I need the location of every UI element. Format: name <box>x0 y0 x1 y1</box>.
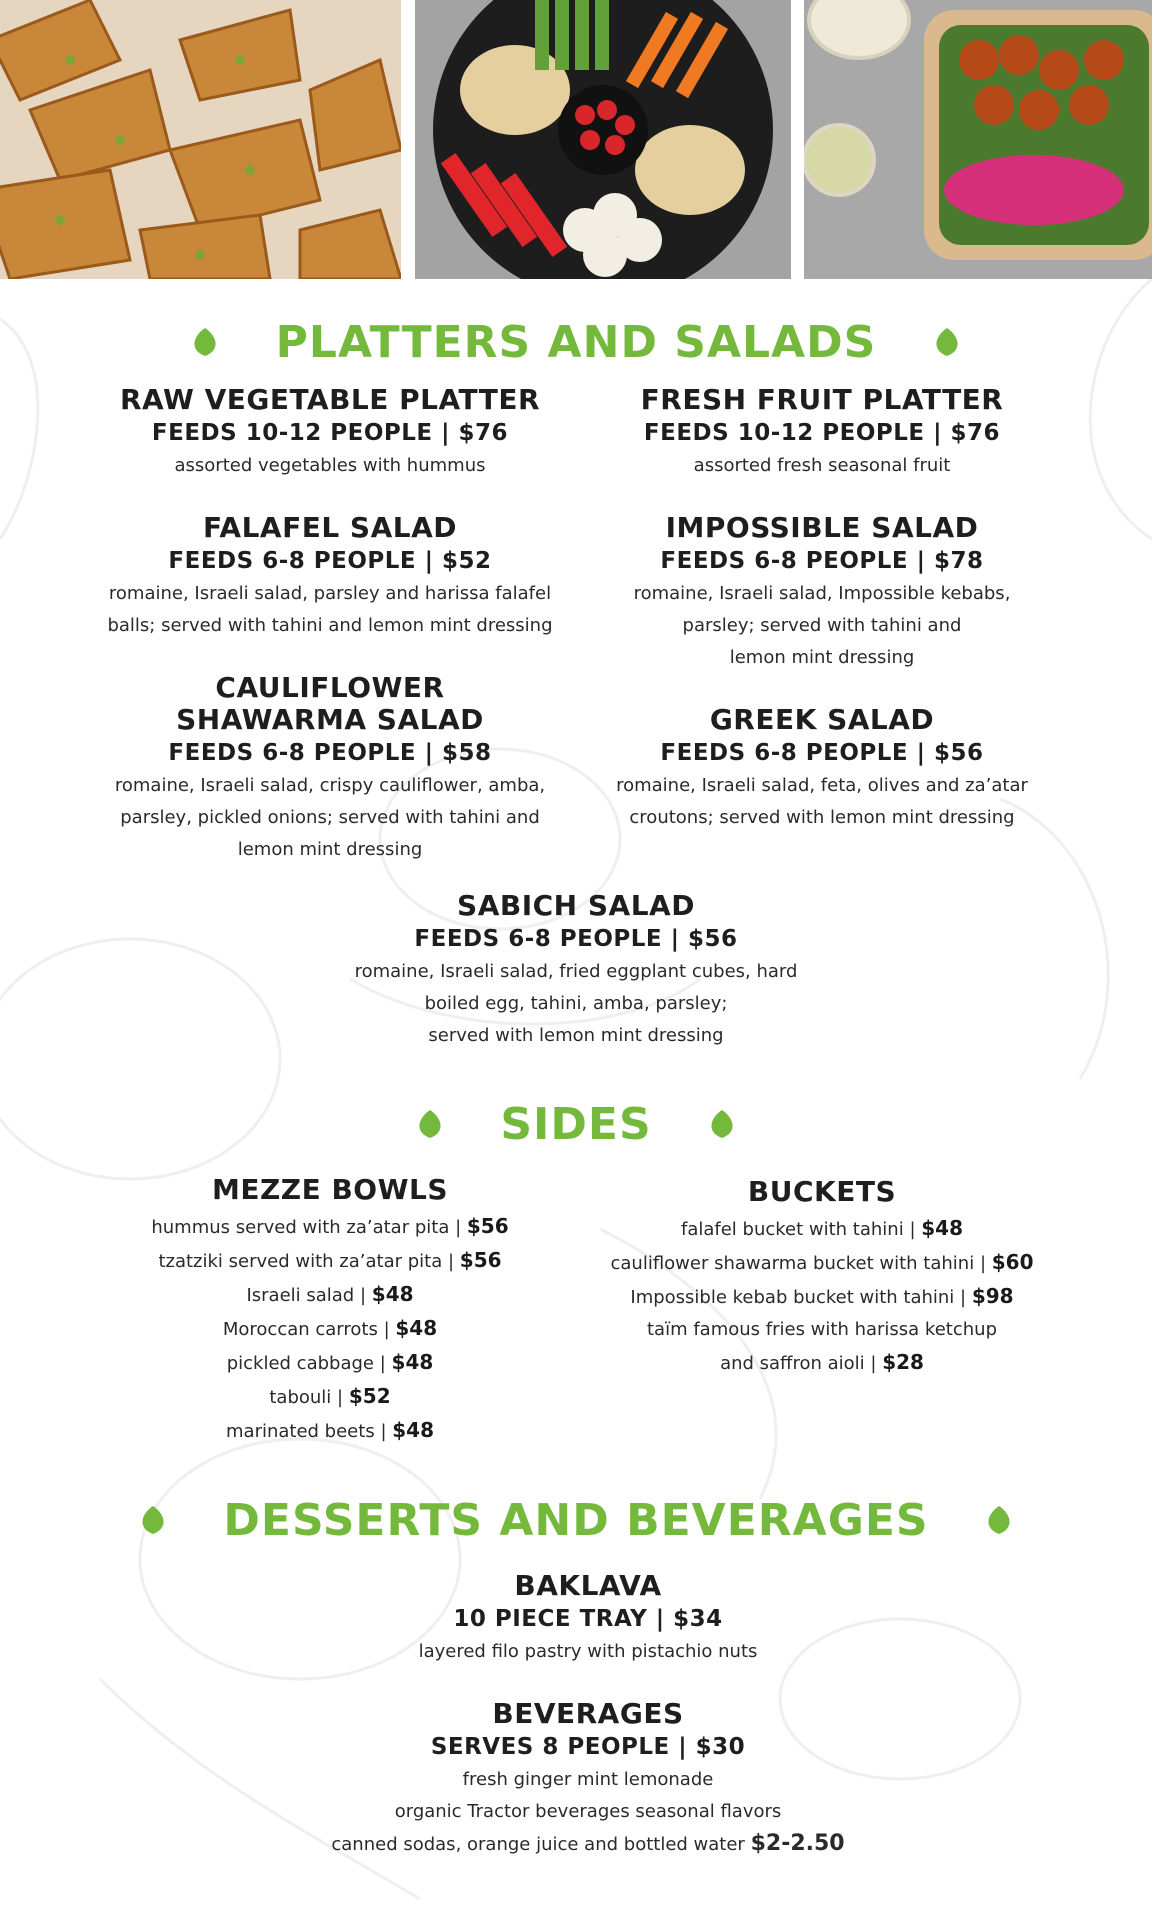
list-item-price: $48 <box>921 1216 963 1240</box>
section-title: DESSERTS AND BEVERAGES <box>223 1494 929 1546</box>
list-item: and saffron aioli | $28 <box>720 1350 924 1374</box>
item-name: RAW VEGETABLE PLATTER <box>119 383 541 416</box>
list-item-text: Israeli salad <box>246 1285 355 1306</box>
menu-group-buckets <box>552 1176 1092 1380</box>
list-item <box>552 1314 1092 1346</box>
list-item: Israeli salad | $48 <box>246 1282 414 1306</box>
menu-item-greek-salad <box>552 704 1092 834</box>
list-item-text: Impossible kebab bucket with tahini <box>630 1287 955 1308</box>
list-item: Moroccan carrots | $48 <box>222 1316 438 1340</box>
item-name: FALAFEL SALAD <box>202 511 458 544</box>
item-price: FEEDS 6-8 PEOPLE | $56 <box>414 926 738 952</box>
item-description: assorted vegetables with hummus <box>174 455 486 476</box>
group-name: MEZZE BOWLS <box>211 1173 448 1206</box>
item-price: $2-2.50 <box>750 1831 845 1856</box>
item-description: balls; served with tahini and lemon mint dressing <box>107 615 553 636</box>
leaf-icon <box>933 326 961 358</box>
list-item-price: $48 <box>371 1282 414 1306</box>
list-item-text: Moroccan carrots <box>222 1319 378 1340</box>
item-description: fresh ginger mint lemonade <box>462 1769 714 1790</box>
list-item: hummus served with za’atar pita | $56 <box>151 1214 509 1238</box>
item-description: romaine, Israeli salad, fried eggplant cubes, hard <box>354 961 798 982</box>
list-item-price: $98 <box>971 1284 1014 1308</box>
item-name: BAKLAVA <box>514 1569 662 1602</box>
menu-item-raw-vegetable-platter <box>60 384 600 482</box>
section-platters-heading <box>0 314 1152 368</box>
item-description <box>288 1828 888 1861</box>
item-price: FEEDS 6-8 PEOPLE | $56 <box>660 740 984 766</box>
item-description: lemon mint dressing <box>237 839 423 860</box>
list-item-text: and saffron aioli <box>720 1353 871 1374</box>
menu-item-sabich-salad <box>306 890 846 1052</box>
list-item-text: taïm famous fries with harissa ketchup <box>647 1319 997 1340</box>
section-title: SIDES <box>500 1098 652 1150</box>
list-item-text: marinated beets <box>226 1421 375 1442</box>
leaf-icon <box>708 1108 736 1140</box>
list-item-price: $56 <box>466 1214 509 1238</box>
section-desserts-heading <box>0 1492 1152 1546</box>
item-price: 10 PIECE TRAY | $34 <box>453 1606 723 1632</box>
photo-strip <box>0 0 1152 279</box>
item-description: assorted fresh seasonal fruit <box>693 455 951 476</box>
item-description: lemon mint dressing <box>729 647 915 668</box>
item-description: parsley, pickled onions; served with tahini and <box>120 807 540 828</box>
list-item: tzatziki served with za’atar pita | $56 <box>158 1248 502 1272</box>
item-description: boiled egg, tahini, amba, parsley; <box>424 993 728 1014</box>
item-price: FEEDS 6-8 PEOPLE | $58 <box>168 740 492 766</box>
item-description: organic Tractor beverages seasonal flavors <box>394 1801 782 1822</box>
list-item: cauliflower shawarma bucket with tahini | $60 <box>610 1250 1034 1274</box>
section-title: PLATTERS AND SALADS <box>275 316 877 368</box>
list-item: falafel bucket with tahini | $48 <box>680 1216 963 1240</box>
list-item-price: $28 <box>882 1350 924 1374</box>
leaf-icon <box>416 1108 444 1140</box>
list-item: Impossible kebab bucket with tahini | $98 <box>630 1284 1014 1308</box>
item-name: GREEK SALAD <box>709 703 935 736</box>
item-name: FRESH FRUIT PLATTER <box>640 383 1004 416</box>
menu-item-fresh-fruit-platter <box>552 384 1092 482</box>
list-item-text: pickled cabbage <box>226 1353 374 1374</box>
item-name: SHAWARMA SALAD <box>176 703 484 736</box>
list-item-price: $52 <box>348 1384 391 1408</box>
group-name: BUCKETS <box>747 1175 897 1208</box>
item-description: romaine, Israeli salad, crispy cauliflower, amba, <box>114 775 546 796</box>
list-item-price: $48 <box>392 1418 434 1442</box>
item-price: FEEDS 6-8 PEOPLE | $52 <box>168 548 492 574</box>
menu-item-impossible-salad <box>552 512 1092 674</box>
list-item: pickled cabbage | $48 <box>226 1350 434 1374</box>
list-item: tabouli | $52 <box>269 1384 391 1408</box>
item-name: SABICH SALAD <box>457 889 695 922</box>
leaf-icon <box>191 326 219 358</box>
list-item-text: tzatziki served with za’atar pita <box>158 1251 443 1272</box>
menu-group-mezze-bowls <box>60 1174 600 1448</box>
leaf-icon <box>139 1504 167 1536</box>
item-description: parsley; served with tahini and <box>682 615 962 636</box>
list-item-price: $48 <box>391 1350 434 1374</box>
list-item-price: $60 <box>991 1250 1034 1274</box>
item-description: romaine, Israeli salad, parsley and harissa falafel <box>108 583 552 604</box>
item-price: FEEDS 10-12 PEOPLE | $76 <box>643 420 1001 446</box>
item-description-text: canned sodas, orange juice and bottled water <box>331 1834 745 1855</box>
item-description: romaine, Israeli salad, Impossible kebabs, <box>633 583 1011 604</box>
baklava-photo <box>0 0 401 279</box>
section-sides-heading <box>0 1096 1152 1150</box>
item-price: FEEDS 10-12 PEOPLE | $76 <box>151 420 509 446</box>
item-price: SERVES 8 PEOPLE | $30 <box>430 1734 746 1760</box>
menu-item-cauliflower-shawarma-salad <box>60 672 600 866</box>
item-name: BEVERAGES <box>492 1697 684 1730</box>
item-name: CAULIFLOWER <box>215 671 445 704</box>
cauliflower-salad-photo <box>804 0 1152 279</box>
item-description: served with lemon mint dressing <box>428 1025 724 1046</box>
list-item-text: cauliflower shawarma bucket with tahini <box>610 1253 975 1274</box>
item-description: romaine, Israeli salad, feta, olives and za’atar <box>616 775 1028 796</box>
list-item: marinated beets | $48 <box>226 1418 434 1442</box>
list-item-text: tabouli <box>269 1387 332 1408</box>
item-description: croutons; served with lemon mint dressing <box>629 807 1015 828</box>
list-item-price: $56 <box>459 1248 502 1272</box>
menu-item-falafel-salad <box>60 512 600 642</box>
item-price: FEEDS 6-8 PEOPLE | $78 <box>660 548 984 574</box>
vegetable-platter-photo <box>415 0 791 279</box>
item-name: IMPOSSIBLE SALAD <box>665 511 979 544</box>
list-item-price: $48 <box>395 1316 438 1340</box>
list-item-text: hummus served with za’atar pita <box>151 1217 450 1238</box>
menu-item-baklava <box>318 1570 858 1668</box>
leaf-icon <box>985 1504 1013 1536</box>
list-item-text: falafel bucket with tahini <box>680 1219 904 1240</box>
item-description: layered filo pastry with pistachio nuts <box>418 1641 758 1662</box>
menu-item-beverages <box>288 1698 888 1861</box>
